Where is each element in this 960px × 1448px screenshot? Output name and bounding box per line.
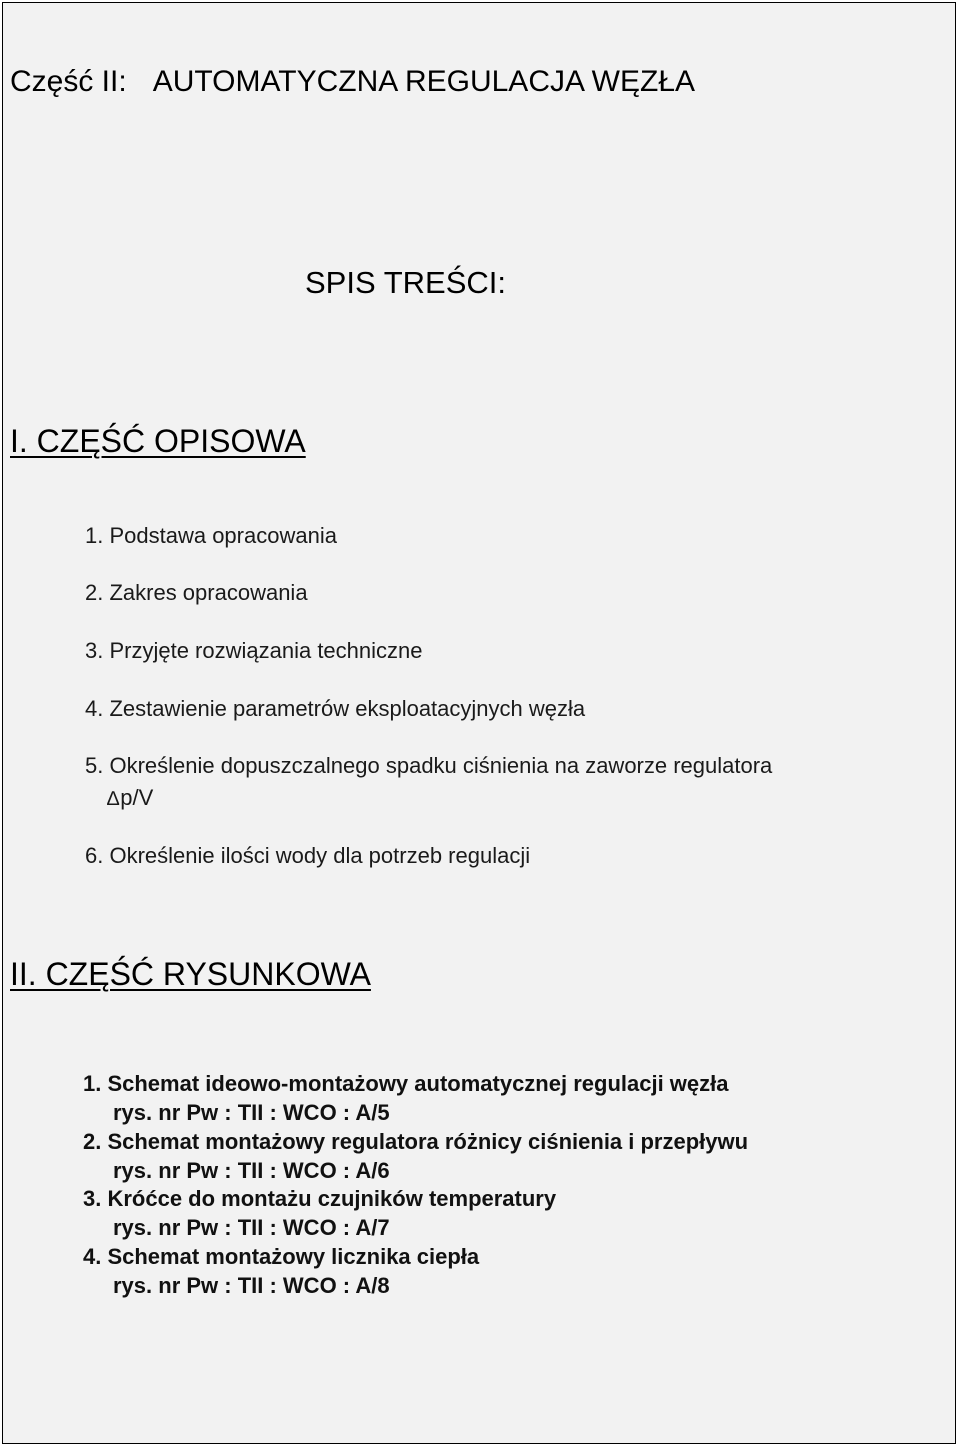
part-label: Część II: <box>10 65 127 98</box>
toc-item-5-symbol: p/V <box>120 785 154 810</box>
part-title <box>10 65 695 99</box>
drawing-ref-1: rys. nr Pw : TII : WCO : A/5 <box>113 1100 390 1125</box>
drawing-ref-4: rys. nr Pw : TII : WCO : A/8 <box>113 1273 390 1298</box>
section-heading-drawings: II. CZĘŚĆ RYSUNKOWA <box>10 956 371 992</box>
document-page <box>2 2 956 1444</box>
delta-icon: ∆ <box>107 788 120 810</box>
toc-item-3: 3. Przyjęte rozwiązania techniczne <box>85 638 423 663</box>
drawing-ref-3: rys. nr Pw : TII : WCO : A/7 <box>113 1215 390 1240</box>
drawing-item-3: 3. Króćce do montażu czujników temperatury <box>83 1186 557 1211</box>
toc-item-6: 6. Określenie ilości wody dla potrzeb regulacji <box>85 843 531 868</box>
section-heading-descriptive: I. CZĘŚĆ OPISOWA <box>10 423 306 459</box>
toc-item-1: 1. Podstawa opracowania <box>85 523 337 548</box>
toc-item-4: 4. Zestawienie parametrów eksploatacyjnych węzła <box>85 696 586 721</box>
toc-item-5-cont <box>107 785 153 811</box>
drawing-ref-2: rys. nr Pw : TII : WCO : A/6 <box>113 1158 390 1183</box>
drawing-item-2: 2. Schemat montażowy regulatora różnicy ciśnienia i przepływu <box>83 1129 749 1154</box>
toc-title: SPIS TREŚCI: <box>305 265 506 300</box>
drawing-item-4: 4. Schemat montażowy licznika ciepła <box>83 1244 480 1269</box>
drawing-item-1: 1. Schemat ideowo-montażowy automatycznej regulacji węzła <box>83 1071 729 1096</box>
toc-item-5: 5. Określenie dopuszczalnego spadku ciśnienia na zaworze regulatora <box>85 753 773 778</box>
part-name: AUTOMATYCZNA REGULACJA WĘZŁA <box>152 65 696 98</box>
toc-item-2: 2. Zakres opracowania <box>85 580 308 605</box>
